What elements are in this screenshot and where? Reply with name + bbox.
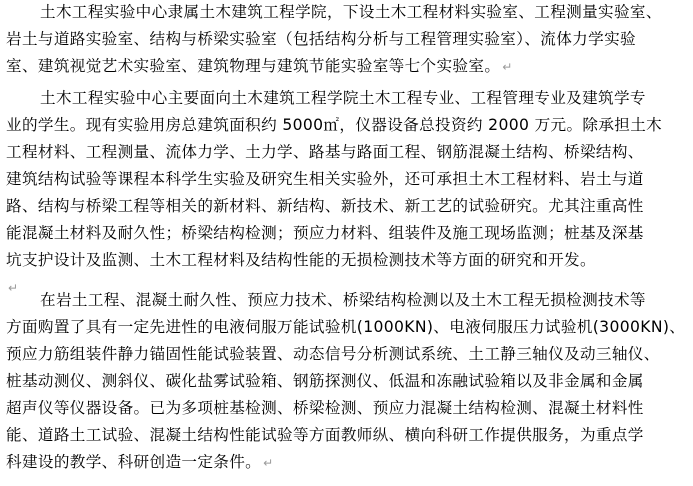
line-text: 坑支护设计及监测、土木工程材料及结构性能的无损检测技术等方面的研究和开发。 bbox=[6, 251, 596, 269]
text-line bbox=[6, 221, 644, 245]
text-line bbox=[6, 342, 660, 366]
line-text: 桩基动测仪、测斜仪、碳化盐雾试验箱、钢筋探测仪、低温和冻融试验箱以及非金属和金属 bbox=[6, 372, 644, 390]
text-line bbox=[6, 54, 513, 78]
text-line bbox=[6, 315, 685, 339]
text-line bbox=[6, 27, 636, 51]
line-text: 土木工程实验中心主要面向土木建筑工程学院土木工程专业、工程管理专业及建筑学专 bbox=[40, 89, 646, 107]
text-line bbox=[6, 450, 274, 474]
line-text: 方面购置了具有一定先进性的电液伺服万能试验机(1000KN)、电液伺服压力试验机(3000KN)、 bbox=[6, 318, 686, 336]
text-line bbox=[40, 86, 646, 110]
line-text: 能、道路土工试验、混凝土结构性能试验等方面教师纵、横向科研工作提供服务，为重点学 bbox=[6, 426, 644, 444]
line-text: 科建设的教学、科研创造一定条件。 bbox=[6, 453, 262, 471]
line-text: 岩土与道路实验室、结构与桥梁实验室（包括结构分析与工程管理实验室）、流体力学实验 bbox=[6, 30, 636, 48]
text-line bbox=[40, 0, 662, 24]
line-text: 能混凝土材料及耐久性；桥梁结构检测；预应力材料、组装件及施工现场监测；桩基及深基 bbox=[6, 224, 644, 242]
line-text: 工程材料、工程测量、流体力学、土力学、路基与路面工程、钢筋混凝土结构、桥梁结构、 bbox=[6, 143, 644, 161]
text-line bbox=[6, 369, 644, 393]
text-line bbox=[6, 113, 662, 137]
line-text: 室、建筑视觉艺术实验室、建筑物理与建筑节能实验室等七个实验室。 bbox=[6, 57, 501, 75]
text-line bbox=[6, 275, 18, 299]
line-text: 在岩土工程、混凝土耐久性、预应力技术、桥梁结构检测以及土木工程无损检测技术等 bbox=[40, 291, 646, 309]
line-text: 预应力筋组装件静力锚固性能试验装置、动态信号分析测试系统、土工静三轴仪及动三轴仪、 bbox=[6, 345, 660, 363]
line-text: 土木工程实验中心隶属土木建筑工程学院，下设土木工程材料实验室、工程测量实验室、 bbox=[40, 3, 662, 21]
text-line bbox=[6, 194, 644, 218]
line-text: 路、结构与桥梁工程等相关的新材料、新结构、新技术、新工艺的试验研究。尤其注重高性 bbox=[6, 197, 644, 215]
text-line bbox=[6, 396, 644, 420]
text-line bbox=[6, 248, 596, 272]
paragraph-mark-icon: ↵ bbox=[263, 456, 274, 470]
text-line bbox=[6, 167, 644, 191]
text-line bbox=[6, 423, 644, 447]
line-text: 超声仪等仪器设备。已为多项桩基检测、桥梁检测、预应力混凝土结构检测、混凝土材料性 bbox=[6, 399, 644, 417]
line-text: 业的学生。现有实验用房总建筑面积约 5000㎡，仪器设备总投资约 2000 万元。除承担土木 bbox=[6, 116, 663, 134]
text-line bbox=[40, 288, 646, 312]
paragraph-mark-icon: ↵ bbox=[502, 60, 513, 74]
paragraph-mark-icon: ↵ bbox=[8, 281, 19, 295]
line-text: 建筑结构试验等课程本科学生实验及研究生相关实验外，还可承担土木工程材料、岩土与道 bbox=[6, 170, 644, 188]
text-line bbox=[6, 140, 644, 164]
